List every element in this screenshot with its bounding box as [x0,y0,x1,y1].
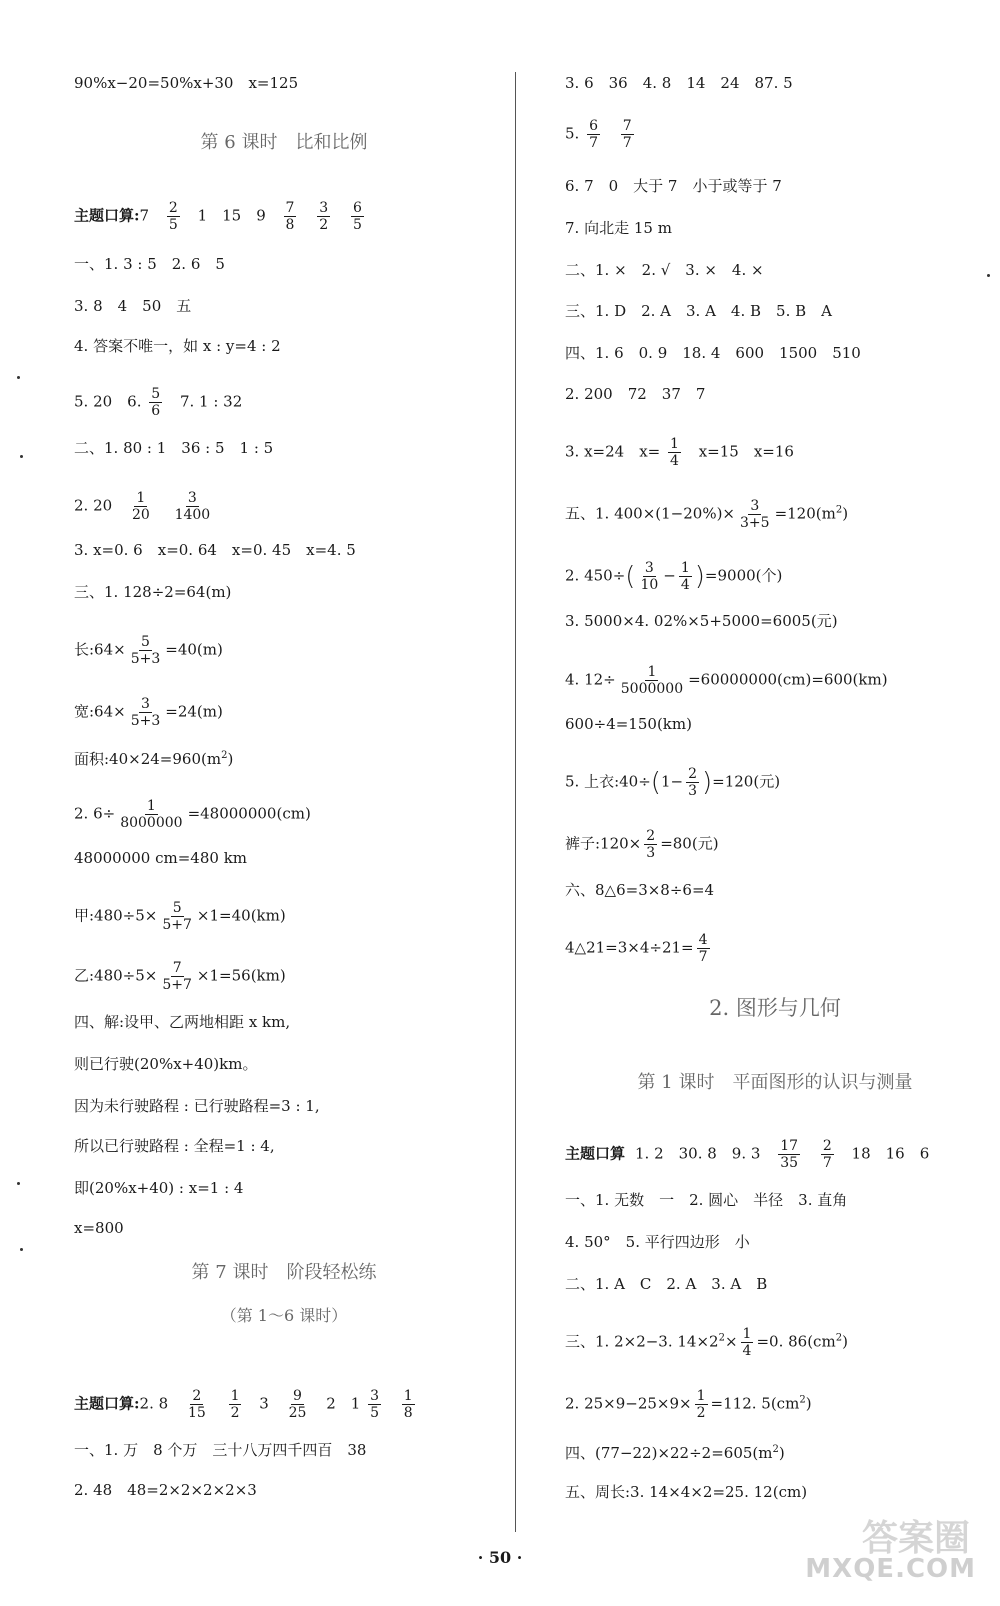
fraction: $\frac{1}{20}$ [131,490,150,523]
mental-math-label: 主题口算: [74,206,140,225]
fraction: $\frac{1}{2}$ [230,1388,240,1421]
answer-line: 一、1. 3 : 5 2. 6 5 [74,255,225,273]
answer-line: 五、1. 400×(1−20%)× $\frac{3}{3+5}$ $=120(m^2)$ [565,498,849,531]
answer-line: 2. 48 48=2×2×2×2×3 [74,1481,257,1499]
fraction: $\frac{1}{8}$ [403,1388,413,1421]
answer-line: 3. 5000×4. 02%×5+5000=6005(元) [565,612,838,630]
answer-line: 三、1. D 2. A 3. A 4. B 5. B A [565,302,832,320]
answer-line: 二、1. A C 2. A 3. A B [565,1275,768,1293]
answer-line: 7. 向北走 15 m [565,219,672,237]
lesson-heading: 第 7 课时 阶段轻松练 [191,1262,377,1283]
answer-line: 三、1. 2×2−3. $14\times 2^2\times$ $\frac{1}{4}$ =0. $86(cm^2)$ [565,1326,848,1359]
answer-line: 2. 200 72 37 7 [565,385,706,403]
fraction: $\frac{1}{8000000}$ [120,798,183,831]
answer-line: 宽:64× $\frac{3}{5+3}$ =24(m) [74,696,223,729]
answer-line: 2. 20 $\frac{1}{20}$ $\frac{3}{1400}$ [74,490,211,523]
answer-line: 48000000 cm=480 km [74,849,248,867]
answer-line: 4. 12÷ $\frac{1}{5000000}$ =60000000(cm)=600(km) [565,664,888,697]
lesson-heading: 第 1 课时 平面图形的认识与测量 [637,1072,913,1093]
left-paren: ( [625,561,636,592]
watermark-text: MXQE.COM [805,1554,976,1584]
fraction: $\frac{9}{25}$ [288,1388,307,1421]
answer-line: x=800 [74,1219,124,1237]
fraction: $\frac{2}{3}$ [646,828,656,861]
answer-line: 3. 8 4 50 五 [74,297,192,315]
answer-line: 甲:480÷5× $\frac{5}{5+7}$ ×1=40(km) [74,900,286,933]
answer-line: 乙:480÷5× $\frac{7}{5+7}$ ×1=56(km) [74,960,286,993]
answer-line: 4△21=3×4÷21= $\frac{4}{7}$ [565,932,708,965]
mental-math-line: 主题口算 1. 2 30. 8 9. 3 $\frac{17}{35}$ $\frac{2}{7}$ 18 16 6 [565,1138,930,1171]
answer-line: 2. 450÷( $\frac{3}{10}$ − $\frac{1}{4}$ )=9000(个) [565,560,783,593]
answer-line: 5. $\frac{6}{7}$ $\frac{7}{7}$ [565,118,632,151]
answer-line: 4. 50° 5. 平行四边形 小 [565,1233,750,1251]
lesson-heading: 第 6 课时 比和比例 [200,132,368,153]
fraction: $\frac{6}{5}$ [352,200,362,233]
answer-line: 3. x=0. 6 x=0. 64 x=0. 45 x=4. 5 [74,541,356,559]
fraction: $\frac{1}{5000000}$ [620,664,684,697]
fraction: $\frac{7}{8}$ [285,200,295,233]
fraction: $\frac{3}{3+5}$ [740,498,770,531]
answer-line: 则已行驶(20%x+40)km。 [74,1055,258,1073]
fraction: $\frac{2}{5}$ [168,200,178,233]
fraction: $\frac{2}{3}$ [688,766,697,799]
watermark [780,1510,980,1588]
answer-line: 二、1. × 2. √ 3. × 4. × [565,261,764,279]
fraction: $\frac{1}{4}$ [680,560,690,593]
answer-line: 600÷4=150(km) [565,715,692,733]
answer-line: 面积$:40\times 24=960(m^2)$ [74,750,234,768]
answer-line: 所以已行驶路程 : 全程=1 : 4, [74,1137,275,1155]
answer-line: 5. 20 6. $\frac{5}{6}$ 7. 1 : 32 [74,386,243,419]
answer-line: 四、$(77-22)\times 22\div 2=605(m^2)$ [565,1444,785,1462]
answer-line: 3. x=24 x= $\frac{1}{4}$ x=15 x=16 [565,436,794,469]
answer-line: 一、1. 无数 一 2. 圆心 半径 3. 直角 [565,1191,848,1209]
mental-math-line: 主题口算:2. 8 $\frac{2}{15}$ $\frac{1}{2}$ 3 $\frac{9}{25}$ 2 1 $\frac{3}{5}$ $\frac{1}{8}$ [74,1388,413,1421]
column-divider [515,72,516,1532]
fraction: $\frac{3}{10}$ [640,560,659,593]
answer-line: 5. 上衣:40÷(1− $\frac{2}{3}$ )=120(元) [565,766,781,799]
fraction: $\frac{5}{5+7}$ [162,900,192,933]
answer-line: 4. 答案不唯一，如 x : y=4 : 2 [74,337,281,355]
answer-line: 六、8△6=3×8÷6=4 [565,881,715,899]
fraction: $\frac{17}{35}$ [780,1138,799,1171]
fraction: $\frac{3}{5+3}$ [130,696,161,729]
left-paren: ( [650,767,661,798]
mental-math-label: 主题口算: [74,1394,140,1413]
answer-line: 四、1. 6 0. 9 18. 4 600 1500 510 [565,344,861,362]
fraction: $\frac{3}{1400}$ [174,490,211,523]
answer-line: 6. 7 0 大于 7 小于或等于 7 [565,177,782,195]
answer-line: 四、解:设甲、乙两地相距 x km, [74,1013,291,1031]
watermark-logo: 答案圈 [861,1518,970,1559]
answer-line: 裤子:120× $\frac{2}{3}$ =80(元) [565,828,719,861]
section-heading: 2. 图形与几何 [709,996,841,1020]
answer-line: 因为未行驶路程 : 已行驶路程=3 : 1, [74,1097,320,1115]
fraction: $\frac{1}{2}$ [696,1388,706,1421]
fraction: $\frac{5}{5+3}$ [130,634,161,667]
answer-line: 二、1. 80 : 1 36 : 5 1 : 5 [74,439,274,457]
mental-math-label: 主题口算 [565,1144,626,1163]
answer-line: 90%x−20=50%x+30 x=125 [74,74,299,92]
fraction: $\frac{3}{5}$ [370,1388,379,1421]
answer-line: 长:64× $\frac{5}{5+3}$ =40(m) [74,634,223,667]
fraction: $\frac{1}{4}$ [670,436,679,469]
fraction: $\frac{6}{7}$ [589,118,599,151]
fraction: $\frac{4}{7}$ [698,932,708,965]
answer-line: 2. 25×9−25×9× $\frac{1}{2}$ =112. $5(cm^2)$ [565,1388,812,1421]
answer-line: 3. 6 36 4. 8 14 24 87. 5 [565,74,793,92]
fraction: $\frac{1}{4}$ [742,1326,752,1359]
answer-line: 三、1. 128÷2=64(m) [74,583,232,601]
fraction: $\frac{7}{7}$ [622,118,632,151]
right-paren: ) [694,561,705,592]
lesson-subheading: （第 1～6 课时） [220,1306,348,1325]
fraction: $\frac{7}{5+7}$ [162,960,192,993]
mental-math-line: 主题口算:7 $\frac{2}{5}$ 1 15 9 $\frac{7}{8}$ $\frac{3}{2}$ $\frac{6}{5}$ [74,200,362,233]
right-paren: ) [702,767,713,798]
answer-line: 即(20%x+40) : x=1 : 4 [74,1179,244,1197]
fraction: $\frac{2}{15}$ [187,1388,206,1421]
fraction: $\frac{3}{2}$ [319,200,329,233]
answer-line: 2. 6÷ $\frac{1}{8000000}$ =48000000(cm) [74,798,311,831]
fraction: $\frac{2}{7}$ [822,1138,832,1171]
page-number: · 50 · [477,1548,523,1567]
answer-line: 一、1. 万 8 个万 三十八万四千四百 38 [74,1441,367,1459]
answer-line: 五、周长:3. 14×4×2=25. 12(cm) [565,1483,808,1501]
fraction: $\frac{5}{6}$ [151,386,161,419]
